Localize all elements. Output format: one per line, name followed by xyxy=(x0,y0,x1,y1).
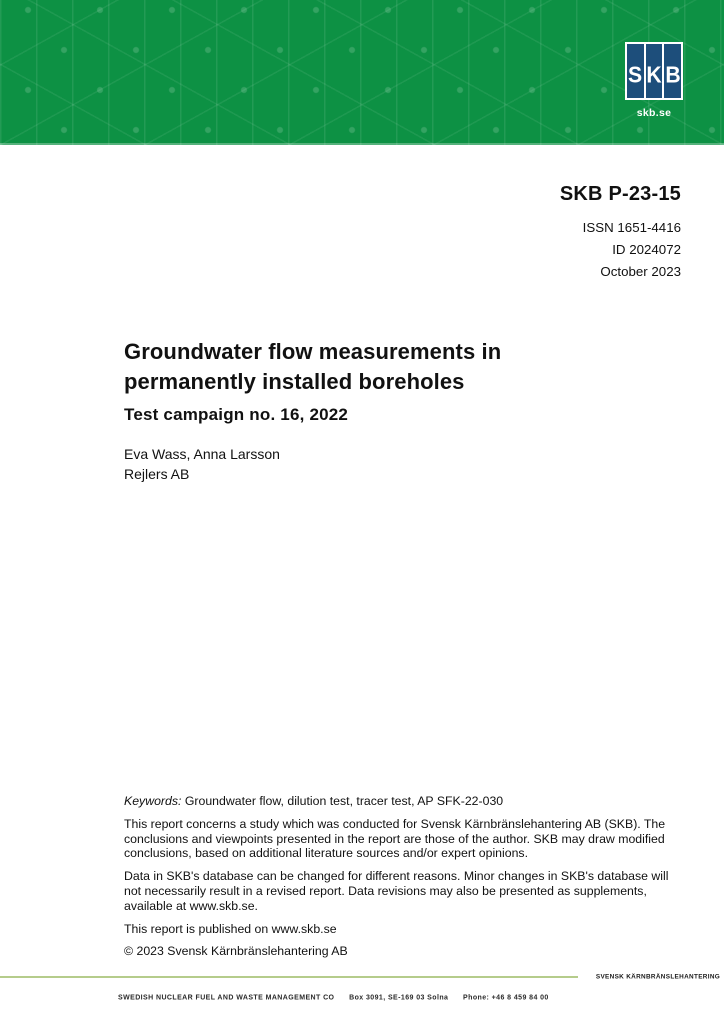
logo-bar xyxy=(627,44,644,98)
copyright-line: © 2023 Svensk Kärnbränslehantering AB xyxy=(124,944,348,959)
footer-brand: SVENSK KÄRNBRÄNSLEHANTERING xyxy=(595,973,720,981)
footer-phone: Phone: +46 8 459 84 00 xyxy=(463,993,549,1002)
keywords-text: Groundwater flow, dilution test, tracer test, AP SFK-22-030 xyxy=(181,794,504,808)
authors: Eva Wass, Anna Larsson xyxy=(124,446,280,462)
report-issn: ISSN 1651-4416 xyxy=(582,220,681,235)
report-meta xyxy=(583,217,681,283)
publish-note: This report is published on www.skb.se xyxy=(124,921,337,936)
logo-bar xyxy=(646,44,663,98)
footer-address-line xyxy=(118,994,549,1002)
disclaimer-paragraph-2: Data in SKB's database can be changed for different reasons. Minor changes in SKB's database will not necessarily result in a revised report. Data revisions may also be presented as supplements, available at www.skb.se. xyxy=(124,869,669,913)
report-id: ID 2024072 xyxy=(612,242,681,257)
logo-letter-b: B xyxy=(665,61,681,88)
skb-website-label: skb.se xyxy=(636,107,672,119)
keywords-label: Keywords: xyxy=(124,794,182,808)
logo-letter-k: K xyxy=(646,61,662,88)
report-title-line2: permanently installed boreholes xyxy=(124,369,465,394)
report-title xyxy=(124,337,501,397)
header-band xyxy=(0,0,724,145)
affiliation: Rejlers AB xyxy=(124,466,190,482)
skb-logo xyxy=(625,42,683,100)
report-number: SKB P-23-15 xyxy=(559,183,681,205)
keywords-line xyxy=(124,794,672,809)
logo-letter-s: S xyxy=(628,61,643,88)
report-date: October 2023 xyxy=(600,264,681,279)
disclaimer-paragraph-1: This report concerns a study which was conducted for Svensk Kärnbränslehantering AB (SKB). The conclusions and viewpoints presented in the report are those of the author. SKB may draw modified conclusions, based on additional literature sources and/or expert opinions. xyxy=(124,816,666,861)
author-block xyxy=(124,444,280,484)
footer-postal-address: Box 3091, SE-169 03 Solna xyxy=(349,993,449,1002)
footer-company: SWEDISH NUCLEAR FUEL AND WASTE MANAGEMENT CO xyxy=(118,993,335,1002)
report-title-line1: Groundwater flow measurements in xyxy=(124,339,502,364)
report-subtitle: Test campaign no. 16, 2022 xyxy=(124,405,349,424)
logo-bar xyxy=(664,44,681,98)
footer-divider-line xyxy=(0,976,578,978)
abstract-block xyxy=(124,794,672,967)
